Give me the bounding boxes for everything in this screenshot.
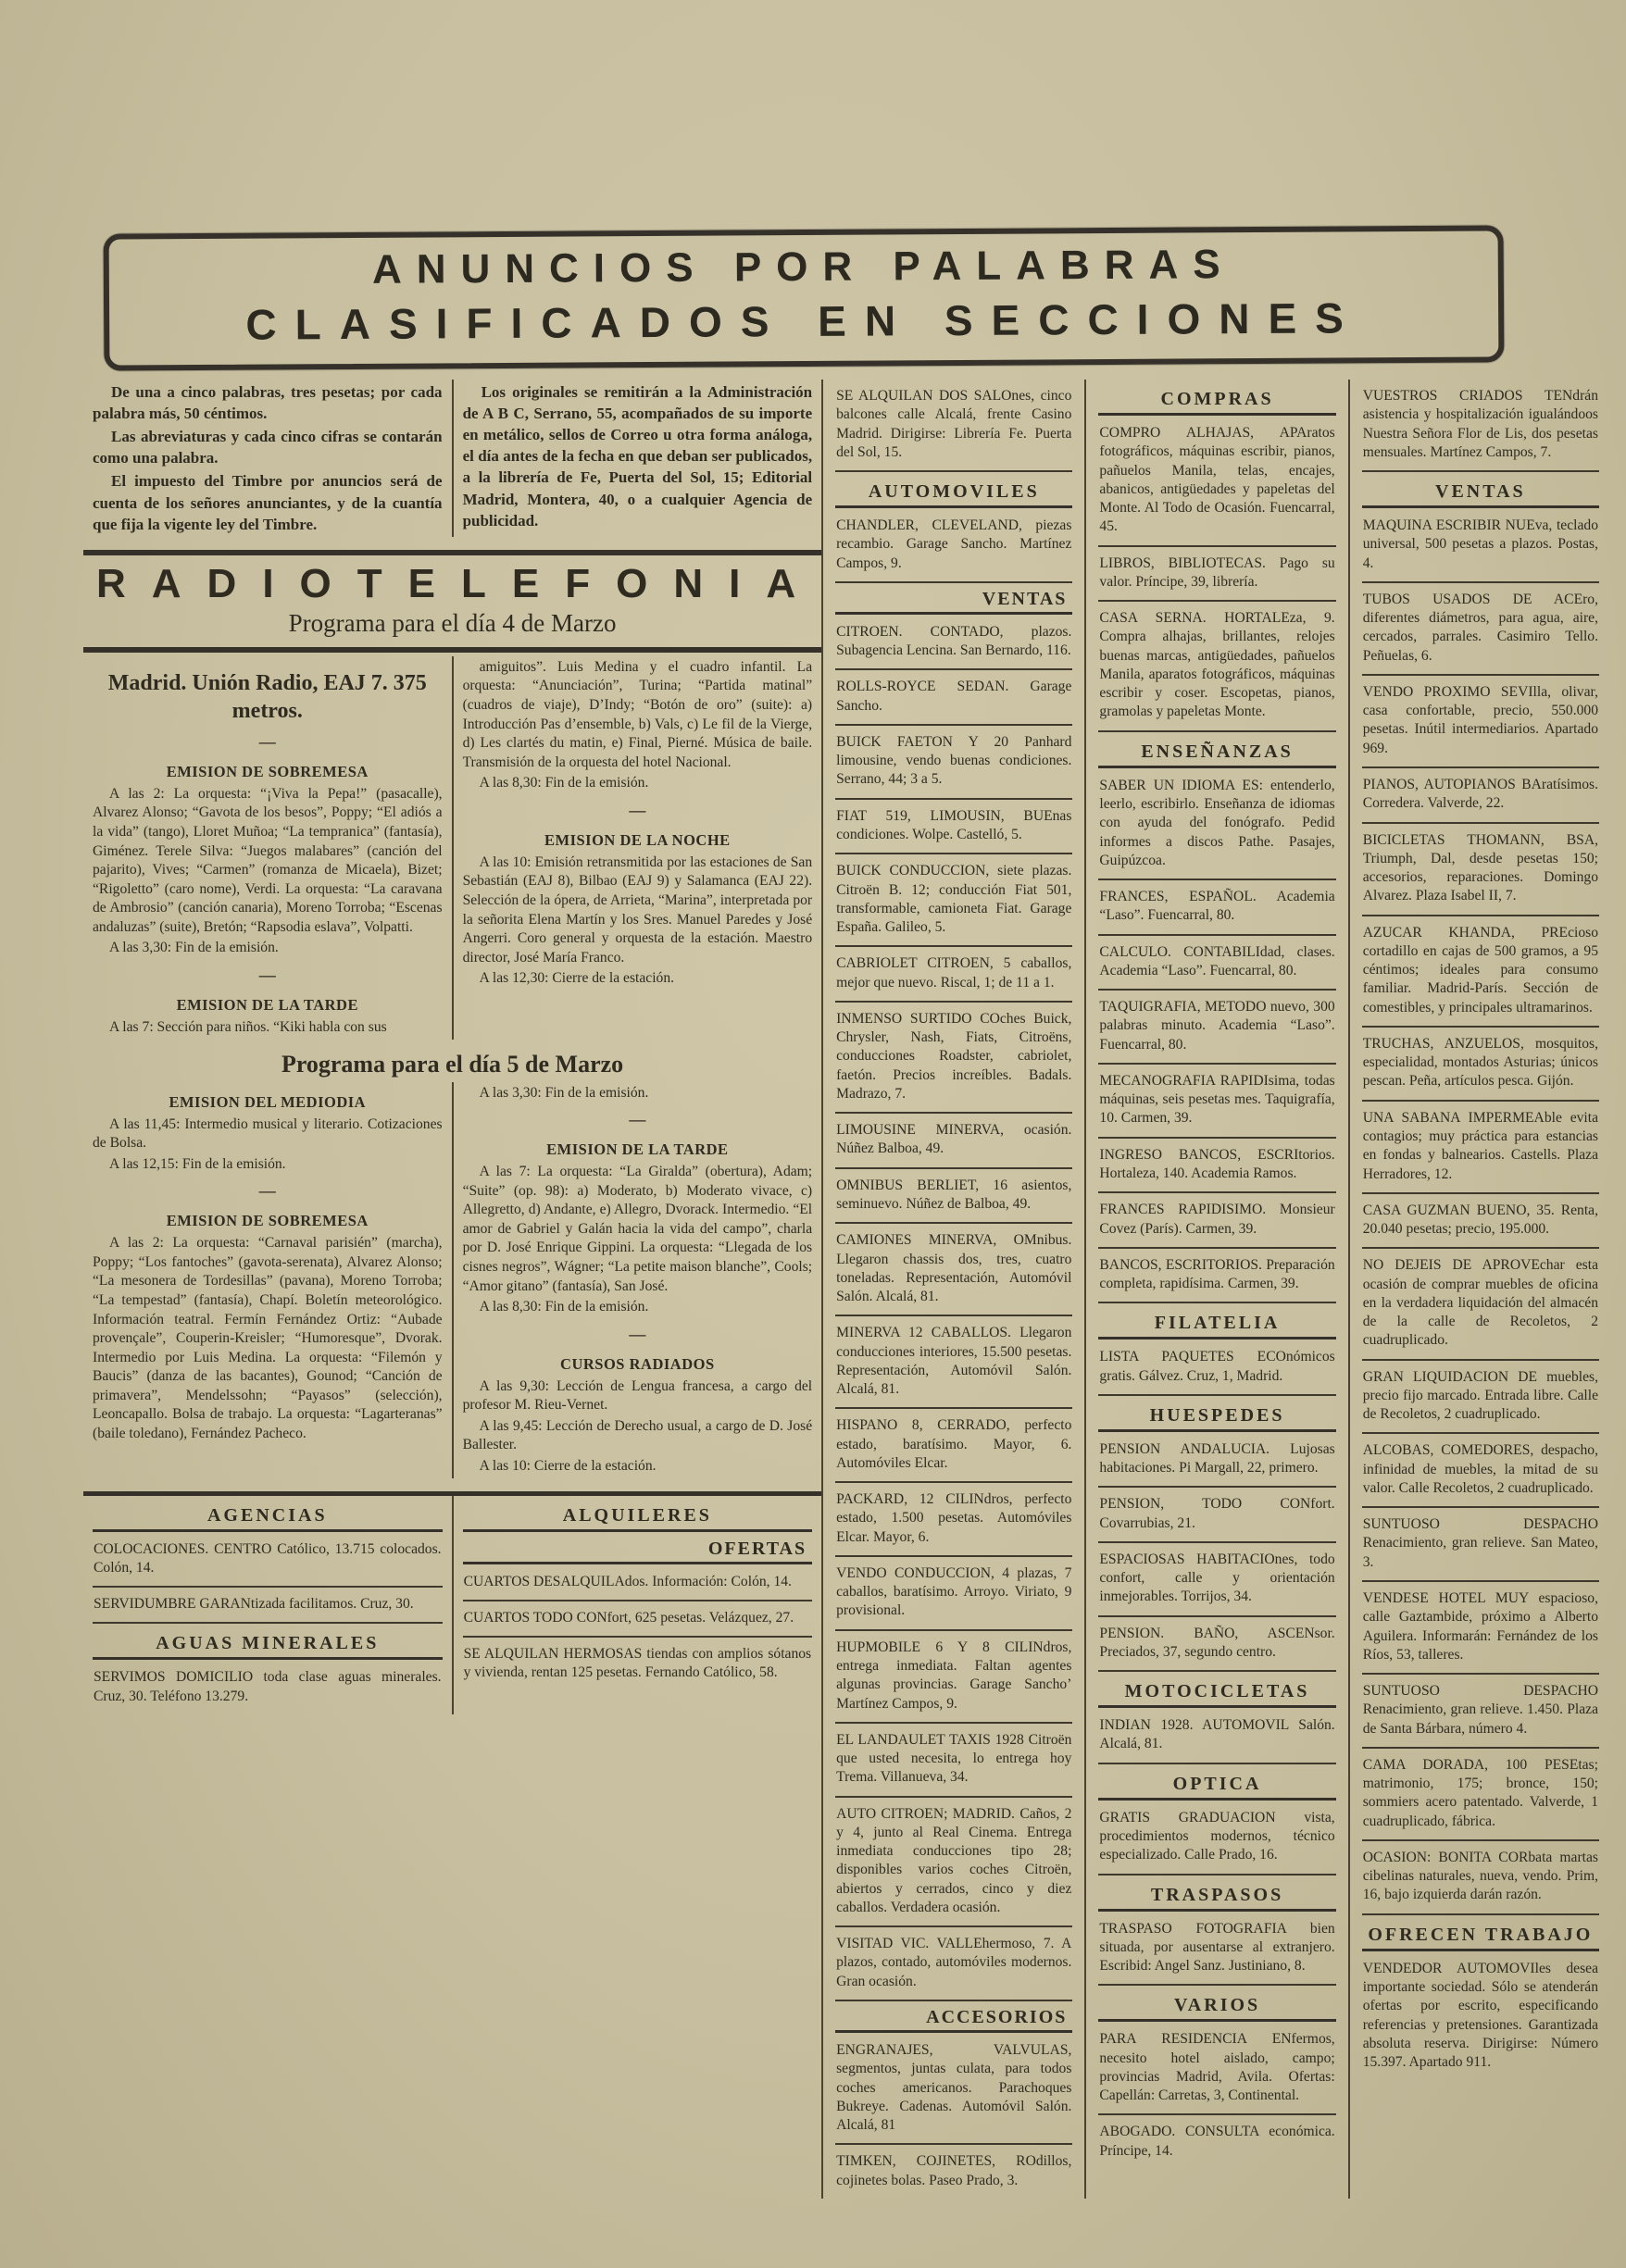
classified-ad: VISITAD VIC. VALLEhermoso, 7. A plazos, contado, automóviles modernos. Gran ocasión.	[835, 1927, 1072, 2001]
classified-ad: TRASPASO FOTOGRAFIA bien situada, por ausentarse al extranjero. Escribid: Angel Sanz. Justiniano, 8.	[1098, 1913, 1335, 1987]
pricing-notes	[83, 380, 821, 537]
section-title: AGUAS MINERALES	[93, 1624, 443, 1660]
emission-heading: EMISION DE SOBREMESA	[166, 762, 369, 780]
classified-ad: LIBROS, BIBLIOTECAS. Pago su valor. Príncipe, 39, librería.	[1098, 547, 1335, 603]
emission-heading: EMISION DE LA TARDE	[546, 1140, 729, 1159]
radio-day5-col2	[452, 1082, 822, 1478]
program-paragraph: A las 11,45: Intermedio musical y literario. Cotizaciones de Bolsa.	[93, 1115, 443, 1152]
section-title: ENSEÑANZAS	[1098, 732, 1335, 768]
section-title: ALQUILERES	[463, 1496, 813, 1532]
classified-ad: FRANCES, ESPAÑOL. Academia “Laso”. Fuencarral, 80.	[1098, 880, 1335, 936]
program-paragraph: A las 12,30: Cierre de la estación.	[479, 970, 675, 987]
classified-ad: ESPACIOSAS HABITACIOnes, todo confort, calle y orientación inmejorables. Torrijos, 34.	[1098, 1543, 1335, 1617]
classified-ad: PENSION ANDALUCIA. Lujosas habitaciones. Pi Margall, 22, primero.	[1098, 1433, 1335, 1489]
classified-column-ventas-trabajo	[1348, 380, 1611, 2199]
classified-ad: CUARTOS DESALQUILAdos. Información: Colón, 14.	[463, 1565, 813, 1601]
classified-ad: OCASION: BONITA CORbata martas cibelinas naturales, nueva, vendo. Prim, 16, bajo izquierda darán razón.	[1362, 1841, 1599, 1915]
program-paragraph: A las 10: Cierre de la estación.	[479, 1458, 657, 1475]
classified-ad: CABRIOLET CITROEN, 5 caballos, mejor que nuevo. Riscal, 1; de 11 a 1.	[835, 947, 1072, 1003]
left-bottom-classifieds	[83, 1491, 821, 1714]
section-title: TRASPASOS	[1098, 1875, 1335, 1912]
classified-ad: FRANCES RAPIDISIMO. Monsieur Covez (París). Carmen, 39.	[1098, 1193, 1335, 1249]
subsection-title: VENTAS	[835, 583, 1072, 615]
classified-ad: INGRESO BANCOS, ESCRItorios. Hortaleza, 140. Academia Ramos.	[1098, 1139, 1335, 1194]
classified-ad: SE ALQUILAN DOS SALOnes, cinco balcones calle Alcalá, frente Casino Madrid. Dirigirse: Librería Fe. Puerta del Sol, 15.	[835, 380, 1072, 472]
section-title: OPTICA	[1098, 1764, 1335, 1801]
divider: —	[629, 800, 646, 819]
classified-ad: VENDESE HOTEL MUY espacioso, calle Gaztambide, próximo a Alberto Aguilera. Informarán: Fernández de los Ríos, 53, talleres.	[1362, 1582, 1599, 1675]
program-paragraph: A las 3,30: Fin de la emisión.	[109, 940, 279, 956]
classified-ad: HUPMOBILE 6 Y 8 CILINdros, entrega inmediata. Faltan agentes algunas provincias. Garage Sancho’ Martínez Campos, 9.	[835, 1631, 1072, 1724]
classified-ad: CASA SERNA. HORTALEza, 9. Compra alhajas, brillantes, relojes buenas marcas, antigüedades, pañuelos Manila, aparatos fotográficos, máquinas escribir y coser. Escopetas, pianos, gramolas y papeletas Monte.	[1098, 602, 1335, 732]
emission-heading: EMISION DE LA TARDE	[176, 995, 358, 1014]
classified-ad: TUBOS USADOS DE ACEro, diferentes diámetros, para agua, aire, cercados, parrales. Casimiro Tello. Peñuelas, 6.	[1362, 583, 1599, 676]
radio-day5-title: Programa para el día 5 de Marzo	[281, 1050, 624, 1078]
masthead-line1: ANUNCIOS POR PALABRAS	[371, 242, 1235, 293]
divider: —	[629, 1110, 646, 1129]
program-paragraph: A las 10: Emisión retransmitida por las estaciones de San Sebastián (EAJ 8), Bilbao (EAJ 9) y Salamanca (EAJ 22). Selección de la ópera, de Arrieta, “Marina”, interpretada por la señorita Elena Martín y los Sres. Manuel Paredes y José Angerri. Coro general y orquesta de la estación. Maestro director, José María Franco.	[462, 854, 813, 966]
classified-ad: BUICK CONDUCCION, siete plazas. Citroën B. 12; conducción Fiat 501, transformable, camioneta Fiat. Garage España. Galileo, 5.	[835, 854, 1072, 947]
divider: —	[258, 1181, 276, 1201]
radio-section	[83, 550, 821, 1478]
pricing-notes-col1	[83, 380, 452, 537]
subsection-title: ACCESORIOS	[835, 2001, 1072, 2033]
section-title: COMPRAS	[1098, 380, 1335, 416]
classified-ad: SE ALQUILAN HERMOSAS tiendas con amplios sótanos y vivienda, rentan 125 pesetas. Fernando Católico, 58.	[463, 1646, 812, 1681]
program-paragraph: A las 7: La orquesta: “La Giralda” (obertura), Adam; “Suite” (op. 98): a) Moderato, b) Moderato vivace, c) Allegretto, d) Andante, e) Allegro, Dvorack. Intermedio. “El amor de Gabriel y Galán hacia la vida del campo”, charla por D. José Enrique Gippini. La orquesta: “Llegada de los cisnes negros”, Wágner; “La petite maison blanche”, Cools; “Amor gitano” (fantasía), San José.	[462, 1164, 813, 1294]
program-paragraph: A las 12,15: Fin de la emisión.	[109, 1155, 286, 1172]
classified-ad: ROLLS-ROYCE SEDAN. Garage Sancho.	[835, 670, 1072, 726]
classified-ad: CAMA DORADA, 100 PESEtas; matrimonio, 175; bronce, 150; sommiers acero patentado. Valverde, 1 cuadruplicado, fábrica.	[1362, 1749, 1599, 1841]
program-paragraph: A las 2: La orquesta: “Carnaval parisién” (marcha), Poppy; “Los fantoches” (gavota-serenata), Alvarez Alonso; “La mesonera de Tordesillas” (pavana), Moreno Torroba; “La tempestad” (fantasía), Chapí. Boletín meteorológico. Información teatral. Fermín Fernández Ortiz: “Aubade provençale”, Couperin-Kreisler; “Humoresque”, Dvorak. Intermedio por Luis Medina. La orquesta: “Filemón y Baucis” (danza de las bacantes), Gounod; “Canción de primavera”, Mendelssohn; “Payasos” (selección), Leoncapallo. Bolsa de trabajo. La orquesta: “Lagarteranas” (baile toledano), Fernández Pacheco.	[93, 1235, 443, 1442]
program-paragraph: A las 8,30: Fin de la emisión.	[479, 775, 649, 791]
divider: —	[258, 731, 276, 751]
classified-ad: OMNIBUS BERLIET, 16 asientos, seminuevo. Núñez de Balboa, 49.	[835, 1169, 1072, 1225]
program-paragraph: A las 7: Sección para niños. “Kiki habla con sus	[109, 1018, 387, 1035]
classified-ad: VUESTROS CRIADOS TENdrán asistencia y hospitalización igualándoos Nuestra Señora Flor de Lis, dos pesetas mensuales. Martínez Campos, 7.	[1362, 380, 1599, 472]
emission-heading: CURSOS RADIADOS	[560, 1354, 715, 1373]
classified-ad: FIAT 519, LIMOUSIN, BUEnas condiciones. Wolpe. Castelló, 5.	[835, 800, 1072, 855]
classified-ad: CAMIONES MINERVA, OMnibus. Llegaron chassis dos, tres, cuatro toneladas. Representación, Automóvil Salón. Alcalá, 81.	[835, 1224, 1072, 1316]
classified-ad: CUARTOS TODO CONfort, 625 pesetas. Velázquez, 27.	[463, 1601, 813, 1638]
classified-ad: BANCOS, ESCRITORIOS. Preparación completa, rapidísima. Carmen, 39.	[1098, 1249, 1335, 1304]
section-title: AUTOMOVILES	[835, 472, 1072, 508]
classified-ad: LIMOUSINE MINERVA, ocasión. Núñez Balboa, 49.	[835, 1114, 1072, 1169]
program-paragraph: A las 2: La orquesta: “¡Viva la Pepa!” (pasacalle), Alvarez Alonso; “Gavota de los besos”, Poppy; “El adiós a la vida” (tango), Lloret Muñoa; “La tempranica” (fantasía), Giménez. Terele Silva: “Juegos malabares” (canción del pajarito), Vives; “Carmen” (romanza de Micaela), Bizet; “Rigoletto” (caro nome), Verdi. La orquesta: “La caravana de Ambrosio” (canción canaria), Moreno Torroba; “Escenas andaluzas” (suite), Bretón; “Rapsodia eslava”, Volpatti.	[93, 785, 443, 935]
radio-section-header	[83, 550, 821, 653]
pricing-notes-col2	[452, 380, 822, 537]
left-zone	[83, 380, 821, 2199]
classified-ad: MECANOGRAFIA RAPIDIsima, todas máquinas, seis pesetas mes. Taquigrafía, 10. Carmen, 39.	[1098, 1065, 1335, 1139]
classified-ad: AZUCAR KHANDA, PREcioso cortadillo en cajas de 500 gramos, a 95 céntimos; ideales para consumo familiar. Madrid-París. Sección de comestibles, y principales ultramarinos.	[1362, 916, 1599, 1028]
classified-ad: MINERVA 12 CABALLOS. Llegaron conducciones interiores, 15.500 pesetas. Representación, Automóvil Salón. Alcalá, 81.	[835, 1316, 1072, 1409]
radio-day5-program	[83, 1082, 821, 1478]
classified-ad: VENDEDOR AUTOMOVIles desea importante sociedad. Sólo se atenderán ofertas por escrito, especificando referencias y pretensiones. Garantizada absoluta reserva. Dirigirse: Número 15.397. Apartado 911.	[1362, 1960, 1598, 2071]
classified-ad: ABOGADO. CONSULTA económica. Príncipe, 14.	[1099, 2124, 1335, 2159]
radio-day4-program	[83, 656, 821, 1040]
divider: —	[629, 1324, 646, 1343]
classified-ad: INMENSO SURTIDO COches Buick, Chrysler, Nash, Fiats, Citroëns, conducciones Roadster, cabriolet, faetón. Precios increíbles. Badals. Madrazo, 7.	[835, 1003, 1072, 1114]
classified-ad: SERVIDUMBRE GARANtizada facilitamos. Cruz, 30.	[93, 1588, 443, 1624]
program-paragraph: A las 8,30: Fin de la emisión.	[479, 1299, 649, 1315]
classified-column-alquileres	[452, 1496, 822, 1714]
classified-ad: CALCULO. CONTABILIdad, clases. Academia “Laso”. Fuencarral, 80.	[1098, 936, 1335, 991]
classified-ad: TIMKEN, COJINETES, ROdillos, cojinetes bolas. Paseo Prado, 3.	[836, 2153, 1072, 2188]
classified-column-compras-ensenanzas	[1084, 380, 1347, 2199]
classified-ad: SABER UN IDIOMA ES: entenderlo, leerlo, escribirlo. Enseñanza de idiomas con ayuda del fonógrafo. Pedid informes a discos Pathe. Pasajes, Guipúzcoa.	[1098, 769, 1335, 880]
classified-ad: SUNTUOSO DESPACHO Renacimiento, gran relieve. San Mateo, 3.	[1362, 1508, 1599, 1582]
classified-ad: BICICLETAS THOMANN, BSA, Triumph, Dal, desde pesetas 150; accesorios, reparaciones. Domingo Alvarez. Plaza Isabel II, 7.	[1362, 824, 1599, 916]
notice-paragraph: De una a cinco palabras, tres pesetas; por cada palabra más, 50 céntimos.	[93, 383, 443, 423]
classified-ad: EL LANDAULET TAXIS 1928 Citroën que usted necesita, lo entrega hoy Trema. Villanueva, 34.	[835, 1724, 1072, 1798]
classified-ad: CASA GUZMAN BUENO, 35. Renta, 20.040 pesetas; precio, 195.000.	[1362, 1194, 1599, 1250]
notice-paragraph: Las abreviaturas y cada cinco cifras se contarán como una palabra.	[93, 428, 443, 467]
classified-ad: AUTO CITROEN; MADRID. Caños, 2 y 4, junto al Real Cinema. Entrega inmediata conducciones tipo 28; disponibles varios coches Citroën, abiertos y cerrados, cinco y diez caballos. Verdadera ocasión.	[835, 1798, 1072, 1928]
classified-ad: TAQUIGRAFIA, METODO nuevo, 300 palabras minuto. Academia “Laso”. Fuencarral, 80.	[1098, 991, 1335, 1065]
radio-day4-col2	[452, 656, 822, 1040]
section-title: AGENCIAS	[93, 1496, 443, 1532]
classified-ad: PACKARD, 12 CILINdros, perfecto estado, 1.500 pesetas. Automóviles Elcar. Mayor, 6.	[835, 1483, 1072, 1557]
program-paragraph: amiguitos”. Luis Medina y el cuadro infantil. La orquesta: “Anunciación”, Turina; “Partida matinal” (cuadros de viaje), D’Indy; “Botón de oro” (suite): a) Introducción Pas d’ensemble, b) Vals, c) Le fil de la Vierge, d) Les clartés du matin, e) Final, Pierné. Música de baile. Transmisión de la orquesta del hotel Nacional.	[462, 658, 813, 770]
notice-paragraph: El impuesto del Timbre por anuncios será de cuenta de los señores anunciantes, y de la cuantía que fija la vigente ley del Timbre.	[93, 472, 443, 533]
section-title: FILATELIA	[1098, 1303, 1335, 1340]
emission-heading: EMISION DEL MEDIODIA	[169, 1092, 367, 1111]
section-title: HUESPEDES	[1098, 1396, 1335, 1432]
classified-column-agencias	[83, 1496, 452, 1714]
classified-ad: BUICK FAETON Y 20 Panhard limousine, vendo buenas condiciones. Serrano, 44; 3 a 5.	[835, 726, 1072, 800]
classified-ad: VENDO PROXIMO SEVIlla, olivar, casa confortable, precio, 550.000 pesetas. Inútil intermediarios. Apartado 969.	[1362, 676, 1599, 768]
classified-ad: SUNTUOSO DESPACHO Renacimiento, gran relieve. 1.450. Plaza de Santa Bárbara, número 4.	[1362, 1675, 1599, 1749]
notice-paragraph: Los originales se remitirán a la Administración de A B C, Serrano, 55, acompañados de su importe en metálico, sellos de Correo u otra forma análoga, el día antes de la fecha en que deban ser publicados, a la librería de Fe, Puerta del Sol, 15; Editorial Madrid, Montera, 40, o a cualquier Agencia de publicidad.	[462, 383, 813, 530]
classified-ad: UNA SABANA IMPERMEAble evita contagios; muy práctica para estancias en fondas y balnearios. Castells. Plaza Herradores, 12.	[1362, 1102, 1599, 1194]
content-area	[83, 380, 1611, 2199]
program-paragraph: A las 9,45: Lección de Derecho usual, a cargo de D. José Ballester.	[462, 1417, 813, 1453]
radio-day4-col1	[83, 656, 452, 1040]
classified-ad: SERVIMOS DOMICILIO toda clase aguas minerales. Cruz, 30. Teléfono 13.279.	[94, 1669, 442, 1704]
classified-ad: PENSION. BAÑO, ASCENsor. Preciados, 37, segundo centro.	[1098, 1617, 1335, 1673]
classified-column-automoviles	[821, 380, 1084, 2199]
section-title: VENTAS	[1362, 472, 1599, 508]
classified-ad: CHANDLER, CLEVELAND, piezas recambio. Garage Sancho. Martínez Campos, 9.	[835, 509, 1072, 583]
program-paragraph: A las 9,30: Lección de Lengua francesa, a cargo del profesor M. Rieu-Vernet.	[462, 1377, 813, 1414]
radio-title: RADIOTELEFONIA	[96, 560, 822, 606]
classified-ad: COMPRO ALHAJAS, APAratos fotográficos, máquinas escribir, pianos, pañuelos Manila, telas, encajes, abanicos, antigüedades y papeletas del Monte. Al Todo de Ocasión. Fuencarral, 45.	[1098, 417, 1335, 547]
masthead-line2: CLASIFICADOS EN SECCIONES	[245, 293, 1363, 349]
emission-heading: EMISION DE LA NOCHE	[544, 830, 731, 849]
classified-ad: HISPANO 8, CERRADO, perfecto estado, baratísimo. Mayor, 6. Automóviles Elcar.	[835, 1409, 1072, 1483]
classified-ad: GRAN LIQUIDACION DE muebles, precio fijo marcado. Entrada libre. Calle de Recoletos, 2 cuadruplicado.	[1362, 1361, 1599, 1435]
classified-ad: MAQUINA ESCRIBIR NUEva, teclado universal, 500 pesetas a plazos. Postas, 4.	[1362, 509, 1599, 583]
classified-ad: VENDO CONDUCCION, 4 plazas, 7 caballos, baratísimo. Arroyo. Viriato, 9 provisional.	[835, 1557, 1072, 1631]
classified-ad: PARA RESIDENCIA ENfermos, necesito hotel aislado, campo; provincias Madrid, Avila. Ofertas: Capellán: Carretas, 3, Continental.	[1098, 2023, 1335, 2115]
divider: —	[258, 965, 276, 984]
classified-ad: TRUCHAS, ANZUELOS, mosquitos, especialidad, montados Asturias; únicos pescan. Peña, artículos pesca. Gijón.	[1362, 1028, 1599, 1102]
radio-day5-col1	[83, 1082, 452, 1478]
subsection-title: OFERTAS	[463, 1533, 813, 1564]
section-title: VARIOS	[1098, 1986, 1335, 2022]
classified-ad: GRATIS GRADUACION vista, procedimientos modernos, técnico especializado. Calle Prado, 16.	[1098, 1801, 1335, 1875]
masthead-banner	[104, 225, 1505, 370]
emission-heading: EMISION DE SOBREMESA	[166, 1212, 369, 1230]
classified-ad: PIANOS, AUTOPIANOS BAratísimos. Corredera. Valverde, 22.	[1362, 768, 1599, 824]
section-title: MOTOCICLETAS	[1098, 1672, 1335, 1708]
classified-ad: COLOCACIONES. CENTRO Católico, 13.715 colocados. Colón, 14.	[93, 1533, 443, 1589]
classified-ad: ENGRANAJES, VALVULAS, segmentos, juntas culata, para todos coches americanos. Parachoques Bukreye. Cadenas. Automóvil Salón. Alcalá, 81	[835, 2034, 1072, 2145]
program-paragraph: A las 3,30: Fin de la emisión.	[479, 1084, 649, 1101]
classified-ad: CITROEN. CONTADO, plazos. Subagencia Lencina. San Bernardo, 116.	[835, 616, 1072, 671]
classified-ad: PENSION, TODO CONfort. Covarrubias, 21.	[1098, 1488, 1335, 1543]
radio-day4-subtitle: Programa para el día 4 de Marzo	[288, 608, 617, 637]
section-title: OFRECEN TRABAJO	[1362, 1915, 1599, 1951]
classified-ad: NO DEJEIS DE APROVEchar esta ocasión de comprar muebles de oficina en la verdadera liquidación del almacén de la calle de Recoletos, 2 cuadruplicado.	[1362, 1249, 1599, 1360]
station-heading: Madrid. Unión Radio, EAJ 7. 375 metros.	[107, 670, 427, 723]
classified-ad: INDIAN 1928. AUTOMOVIL Salón. Alcalá, 81.	[1098, 1709, 1335, 1764]
classified-ad: ALCOBAS, COMEDORES, despacho, infinidad de muebles, la mitad de su valor. Calle Recoletos, 2 cuadruplicado.	[1362, 1434, 1599, 1508]
classified-ad: LISTA PAQUETES ECOnómicos gratis. Gálvez. Cruz, 1, Madrid.	[1098, 1340, 1335, 1396]
